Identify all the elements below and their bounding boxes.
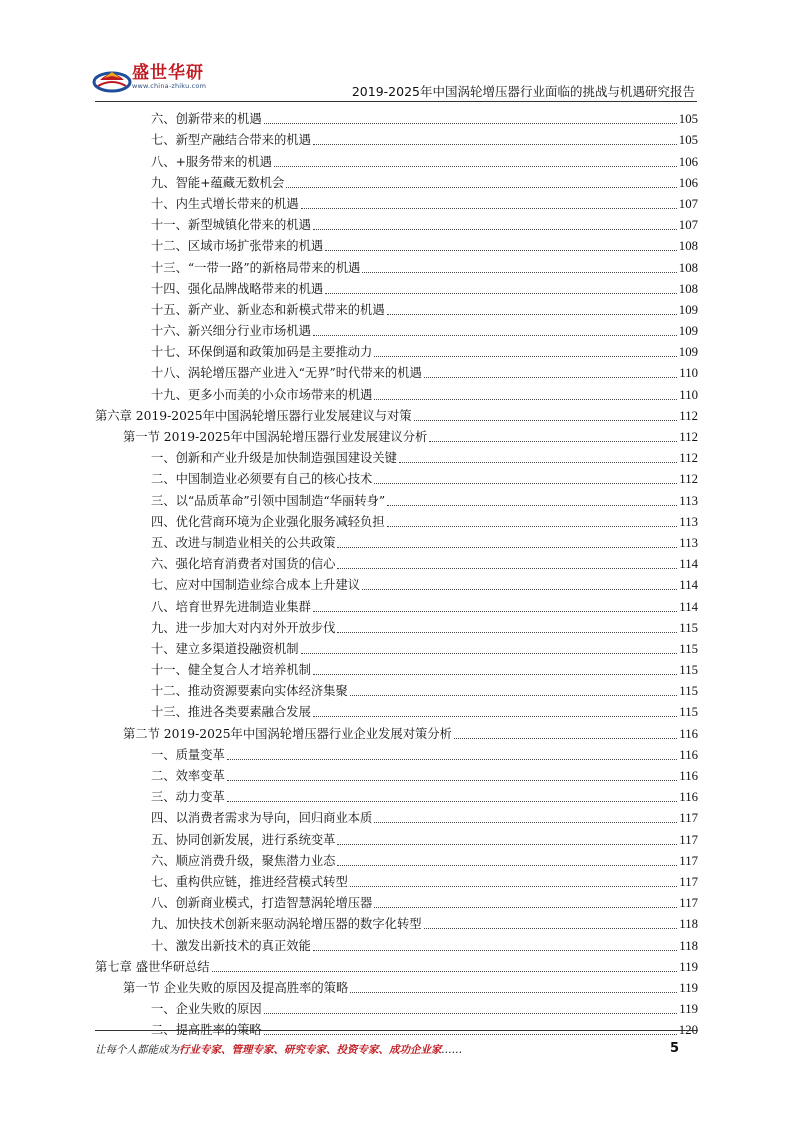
toc-entry[interactable] [95, 869, 698, 890]
toc-entry[interactable] [95, 615, 698, 636]
page-header [0, 0, 793, 104]
toc-entry[interactable] [95, 826, 698, 847]
toc-entry-title: 五、改进与制造业相关的公共政策 [95, 536, 337, 551]
toc-entry-title: 八、+服务带来的机遇 [95, 155, 274, 170]
toc-leader-dots [337, 865, 677, 866]
toc-entry[interactable] [95, 127, 698, 148]
toc-leader-dots [350, 695, 678, 696]
toc-entry-title: 四、优化营商环境为企业强化服务减轻负担 [95, 515, 387, 530]
toc-leader-dots [399, 462, 677, 463]
toc-entry-page: 120 [678, 1023, 698, 1038]
toc-entry-title: 三、以“品质革命”引领中国制造“华丽转身” [95, 494, 387, 509]
toc-entry-title: 九、进一步加大对内对外开放步伐 [95, 621, 337, 636]
footer-slogan-prefix: 让每个人都能成为 [95, 1044, 179, 1056]
toc-entry[interactable] [95, 212, 698, 233]
toc-entry-title: 第一节 2019-2025年中国涡轮增压器行业发展建议分析 [95, 430, 429, 445]
toc-entry-title: 六、创新带来的机遇 [95, 112, 264, 127]
toc-entry-page: 112 [679, 430, 698, 444]
toc-leader-dots [424, 377, 677, 378]
toc-entry[interactable] [95, 254, 698, 275]
toc-leader-dots [387, 526, 678, 527]
footer-slogan-suffix: …… [441, 1044, 463, 1056]
toc-entry-title: 八、创新商业模式，打造智慧涡轮增压器 [95, 896, 374, 911]
toc-leader-dots [227, 780, 677, 781]
toc-leader-dots [313, 674, 677, 675]
toc-leader-dots [374, 822, 677, 823]
toc-leader-dots [350, 992, 677, 993]
toc-entry[interactable] [95, 509, 698, 530]
toc-entry[interactable] [95, 551, 698, 572]
toc-entry-page: 116 [679, 769, 698, 783]
toc-entry[interactable] [95, 339, 698, 360]
toc-entry[interactable] [95, 445, 698, 466]
company-logo [92, 56, 222, 96]
toc-entry[interactable] [95, 530, 698, 551]
toc-entry-page: 118 [679, 938, 698, 953]
toc-leader-dots [387, 505, 677, 506]
toc-leader-dots [337, 547, 677, 548]
toc-entry-title: 七、新型产融结合带来的机遇 [95, 133, 313, 148]
toc-entry-page: 115 [679, 705, 698, 720]
toc-entry-page: 110 [679, 387, 698, 402]
toc-entry-page: 114 [679, 578, 698, 593]
toc-entry-title: 二、中国制造业必须要有自己的核心技术 [95, 472, 374, 487]
toc-entry-page: 113 [679, 535, 698, 550]
toc-entry-title: 二、提高胜率的策略 [95, 1023, 264, 1038]
toc-entry-page: 108 [678, 281, 698, 296]
toc-entry-page: 106 [678, 154, 698, 169]
toc-entry[interactable] [95, 572, 698, 593]
toc-entry-page: 119 [679, 980, 698, 995]
toc-leader-dots [301, 653, 678, 654]
toc-entry-title: 六、强化培育消费者对国货的信心 [95, 557, 337, 572]
toc-entry[interactable] [95, 593, 698, 614]
toc-entry[interactable] [95, 996, 698, 1017]
toc-entry-page: 107 [678, 196, 698, 211]
toc-leader-dots [374, 399, 677, 400]
toc-entry-title: 十、内生式增长带来的机遇 [95, 197, 301, 212]
toc-entry[interactable] [95, 403, 698, 424]
toc-entry[interactable] [95, 657, 698, 678]
toc-entry-page: 106 [678, 175, 698, 190]
toc-entry[interactable] [95, 890, 698, 911]
toc-entry[interactable] [95, 848, 698, 869]
toc-entry[interactable] [95, 466, 698, 487]
toc-entry-title: 一、质量变革 [95, 748, 227, 763]
toc-entry-title: 三、动力变革 [95, 790, 227, 805]
toc-entry-title: 十七、环保倒逼和政策加码是主要推动力 [95, 345, 374, 360]
toc-entry-page: 108 [678, 260, 698, 275]
toc-entry-title: 四、以消费者需求为导向，回归商业本质 [95, 811, 374, 826]
toc-leader-dots [264, 123, 677, 124]
toc-leader-dots [313, 229, 677, 230]
page-number: 5 [669, 1041, 679, 1056]
toc-entry-page: 119 [679, 1002, 698, 1017]
toc-entry-title: 十一、健全复合人才培养机制 [95, 663, 313, 678]
toc-entry-page: 114 [679, 599, 698, 614]
toc-entry-title: 八、培育世界先进制造业集群 [95, 600, 313, 615]
toc-entry[interactable] [95, 170, 698, 191]
toc-leader-dots [325, 293, 677, 294]
toc-entry[interactable] [95, 106, 698, 127]
toc-entry-page: 109 [678, 345, 698, 360]
toc-entry-page: 117 [679, 811, 698, 826]
toc-entry-page: 109 [678, 324, 698, 339]
toc-entry-page: 114 [679, 557, 698, 572]
toc-leader-dots [264, 1034, 677, 1035]
toc-entry-page: 119 [679, 959, 698, 974]
toc-leader-dots [374, 356, 676, 357]
toc-entry-page: 113 [679, 493, 698, 508]
report-title: 2019-2025年中国涡轮增压器行业面临的挑战与机遇研究报告 [351, 84, 695, 99]
toc-leader-dots [212, 971, 678, 972]
toc-leader-dots [325, 250, 677, 251]
toc-entry-page: 108 [678, 239, 698, 254]
toc-entry-title: 第七章 盛世华研总结 [95, 959, 210, 974]
toc-entry-page: 115 [679, 641, 698, 656]
toc-entry[interactable] [95, 424, 698, 445]
toc-entry-page: 117 [679, 896, 698, 911]
table-of-contents [95, 106, 698, 1038]
header-divider [95, 101, 697, 102]
toc-entry-page: 115 [679, 663, 698, 678]
toc-entry-page: 105 [678, 133, 698, 148]
toc-entry[interactable] [95, 678, 698, 699]
toc-leader-dots [313, 335, 677, 336]
toc-entry-page: 117 [679, 853, 698, 868]
toc-entry-page: 112 [679, 451, 698, 466]
toc-entry-title: 七、应对中国制造业综合成本上升建议 [95, 578, 362, 593]
toc-entry[interactable] [95, 191, 698, 212]
toc-entry[interactable] [95, 699, 698, 720]
toc-leader-dots [337, 568, 677, 569]
toc-entry-page: 112 [679, 408, 698, 423]
toc-entry[interactable] [95, 276, 698, 297]
toc-entry[interactable] [95, 318, 698, 339]
toc-entry-title: 第一节 企业失败的原因及提高胜率的策略 [95, 981, 350, 996]
toc-entry-title: 十三、推进各类要素融合发展 [95, 705, 313, 720]
toc-leader-dots [337, 844, 677, 845]
toc-entry-title: 十二、推动资源要素向实体经济集聚 [95, 684, 350, 699]
logo-book-icon [92, 56, 132, 96]
toc-leader-dots [414, 420, 678, 421]
toc-entry-title: 一、企业失败的原因 [95, 1002, 264, 1017]
toc-entry[interactable] [95, 975, 698, 996]
toc-entry-title: 十、建立多渠道投融资机制 [95, 642, 301, 657]
toc-entry-title: 第二节 2019-2025年中国涡轮增压器行业企业发展对策分析 [95, 727, 454, 742]
toc-entry-title: 十二、区域市场扩张带来的机遇 [95, 239, 325, 254]
toc-entry-page: 112 [679, 472, 698, 487]
toc-leader-dots [424, 928, 678, 929]
toc-leader-dots [301, 208, 677, 209]
toc-entry[interactable] [95, 381, 698, 402]
logo-name: 盛世华研 [132, 63, 204, 83]
footer-slogan-highlight: 行业专家、管理专家、研究专家、投资专家、成功企业家 [179, 1044, 442, 1056]
toc-entry-page: 109 [678, 302, 698, 317]
toc-entry-title: 七、重构供应链，推进经营模式转型 [95, 875, 350, 890]
toc-leader-dots [374, 907, 677, 908]
toc-leader-dots [313, 950, 677, 951]
toc-entry-page: 116 [679, 726, 698, 741]
toc-entry[interactable] [95, 720, 698, 741]
toc-entry-page: 118 [679, 917, 698, 932]
toc-entry-title: 五、协同创新发展，进行系统变革 [95, 833, 337, 848]
toc-leader-dots [429, 441, 677, 442]
toc-leader-dots [274, 166, 677, 167]
toc-entry[interactable] [95, 784, 698, 805]
toc-leader-dots [374, 483, 677, 484]
toc-entry[interactable] [95, 148, 698, 169]
toc-entry-title: 九、加快技术创新来驱动涡轮增压器的数字化转型 [95, 917, 424, 932]
toc-entry[interactable] [95, 763, 698, 784]
toc-entry[interactable] [95, 360, 698, 381]
toc-entry[interactable] [95, 1017, 698, 1038]
footer-divider [95, 1030, 698, 1031]
toc-entry[interactable] [95, 911, 698, 932]
toc-entry[interactable] [95, 742, 698, 763]
toc-leader-dots [337, 632, 677, 633]
toc-leader-dots [286, 187, 677, 188]
toc-entry-page: 113 [679, 514, 698, 529]
toc-entry-title: 十八、涡轮增压器产业进入“无界”时代带来的机遇 [95, 366, 424, 381]
toc-entry-title: 六、顺应消费升级，聚焦潜力业态 [95, 854, 337, 869]
toc-entry-title: 二、效率变革 [95, 769, 227, 784]
toc-entry-title: 一、创新和产业升级是加快制造强国建设关键 [95, 451, 399, 466]
toc-entry[interactable] [95, 487, 698, 508]
toc-leader-dots [227, 801, 677, 802]
toc-leader-dots [362, 589, 677, 590]
toc-entry-page: 110 [679, 366, 698, 381]
toc-entry-title: 十三、“一带一路”的新格局带来的机遇 [95, 261, 362, 276]
toc-entry-page: 116 [679, 747, 698, 762]
toc-entry-page: 105 [678, 112, 698, 127]
toc-entry-page: 117 [679, 832, 698, 847]
toc-entry-title: 十九、更多小而美的小众市场带来的机遇 [95, 388, 374, 403]
toc-entry-page: 117 [679, 874, 698, 889]
toc-entry-title: 十六、新兴细分行业市场机遇 [95, 324, 313, 339]
toc-entry[interactable] [95, 233, 698, 254]
toc-entry-title: 十、激发出新技术的真正效能 [95, 939, 313, 954]
logo-url: www.china-zhiku.com [132, 82, 207, 90]
toc-entry[interactable] [95, 954, 698, 975]
toc-entry[interactable] [95, 932, 698, 953]
toc-leader-dots [454, 738, 677, 739]
toc-entry-title: 九、智能+蕴藏无数机会 [95, 176, 286, 191]
toc-entry-page: 116 [679, 790, 698, 805]
toc-entry-title: 十一、新型城镇化带来的机遇 [95, 218, 313, 233]
footer-slogan [95, 1042, 463, 1057]
toc-leader-dots [227, 759, 677, 760]
toc-entry-page: 115 [679, 620, 698, 635]
toc-entry[interactable] [95, 636, 698, 657]
toc-entry-title: 第六章 2019-2025年中国涡轮增压器行业发展建议与对策 [95, 408, 412, 423]
toc-entry-page: 107 [678, 218, 698, 233]
toc-leader-dots [313, 144, 677, 145]
toc-leader-dots [313, 611, 677, 612]
toc-leader-dots [264, 1013, 678, 1014]
toc-entry[interactable] [95, 805, 698, 826]
toc-entry-title: 十四、强化品牌战略带来的机遇 [95, 282, 325, 297]
toc-leader-dots [313, 716, 677, 717]
toc-entry[interactable] [95, 297, 698, 318]
toc-leader-dots [387, 314, 677, 315]
toc-leader-dots [350, 886, 678, 887]
toc-entry-title: 十五、新产业、新业态和新模式带来的机遇 [95, 303, 387, 318]
toc-leader-dots [362, 272, 676, 273]
toc-entry-page: 115 [679, 684, 698, 699]
